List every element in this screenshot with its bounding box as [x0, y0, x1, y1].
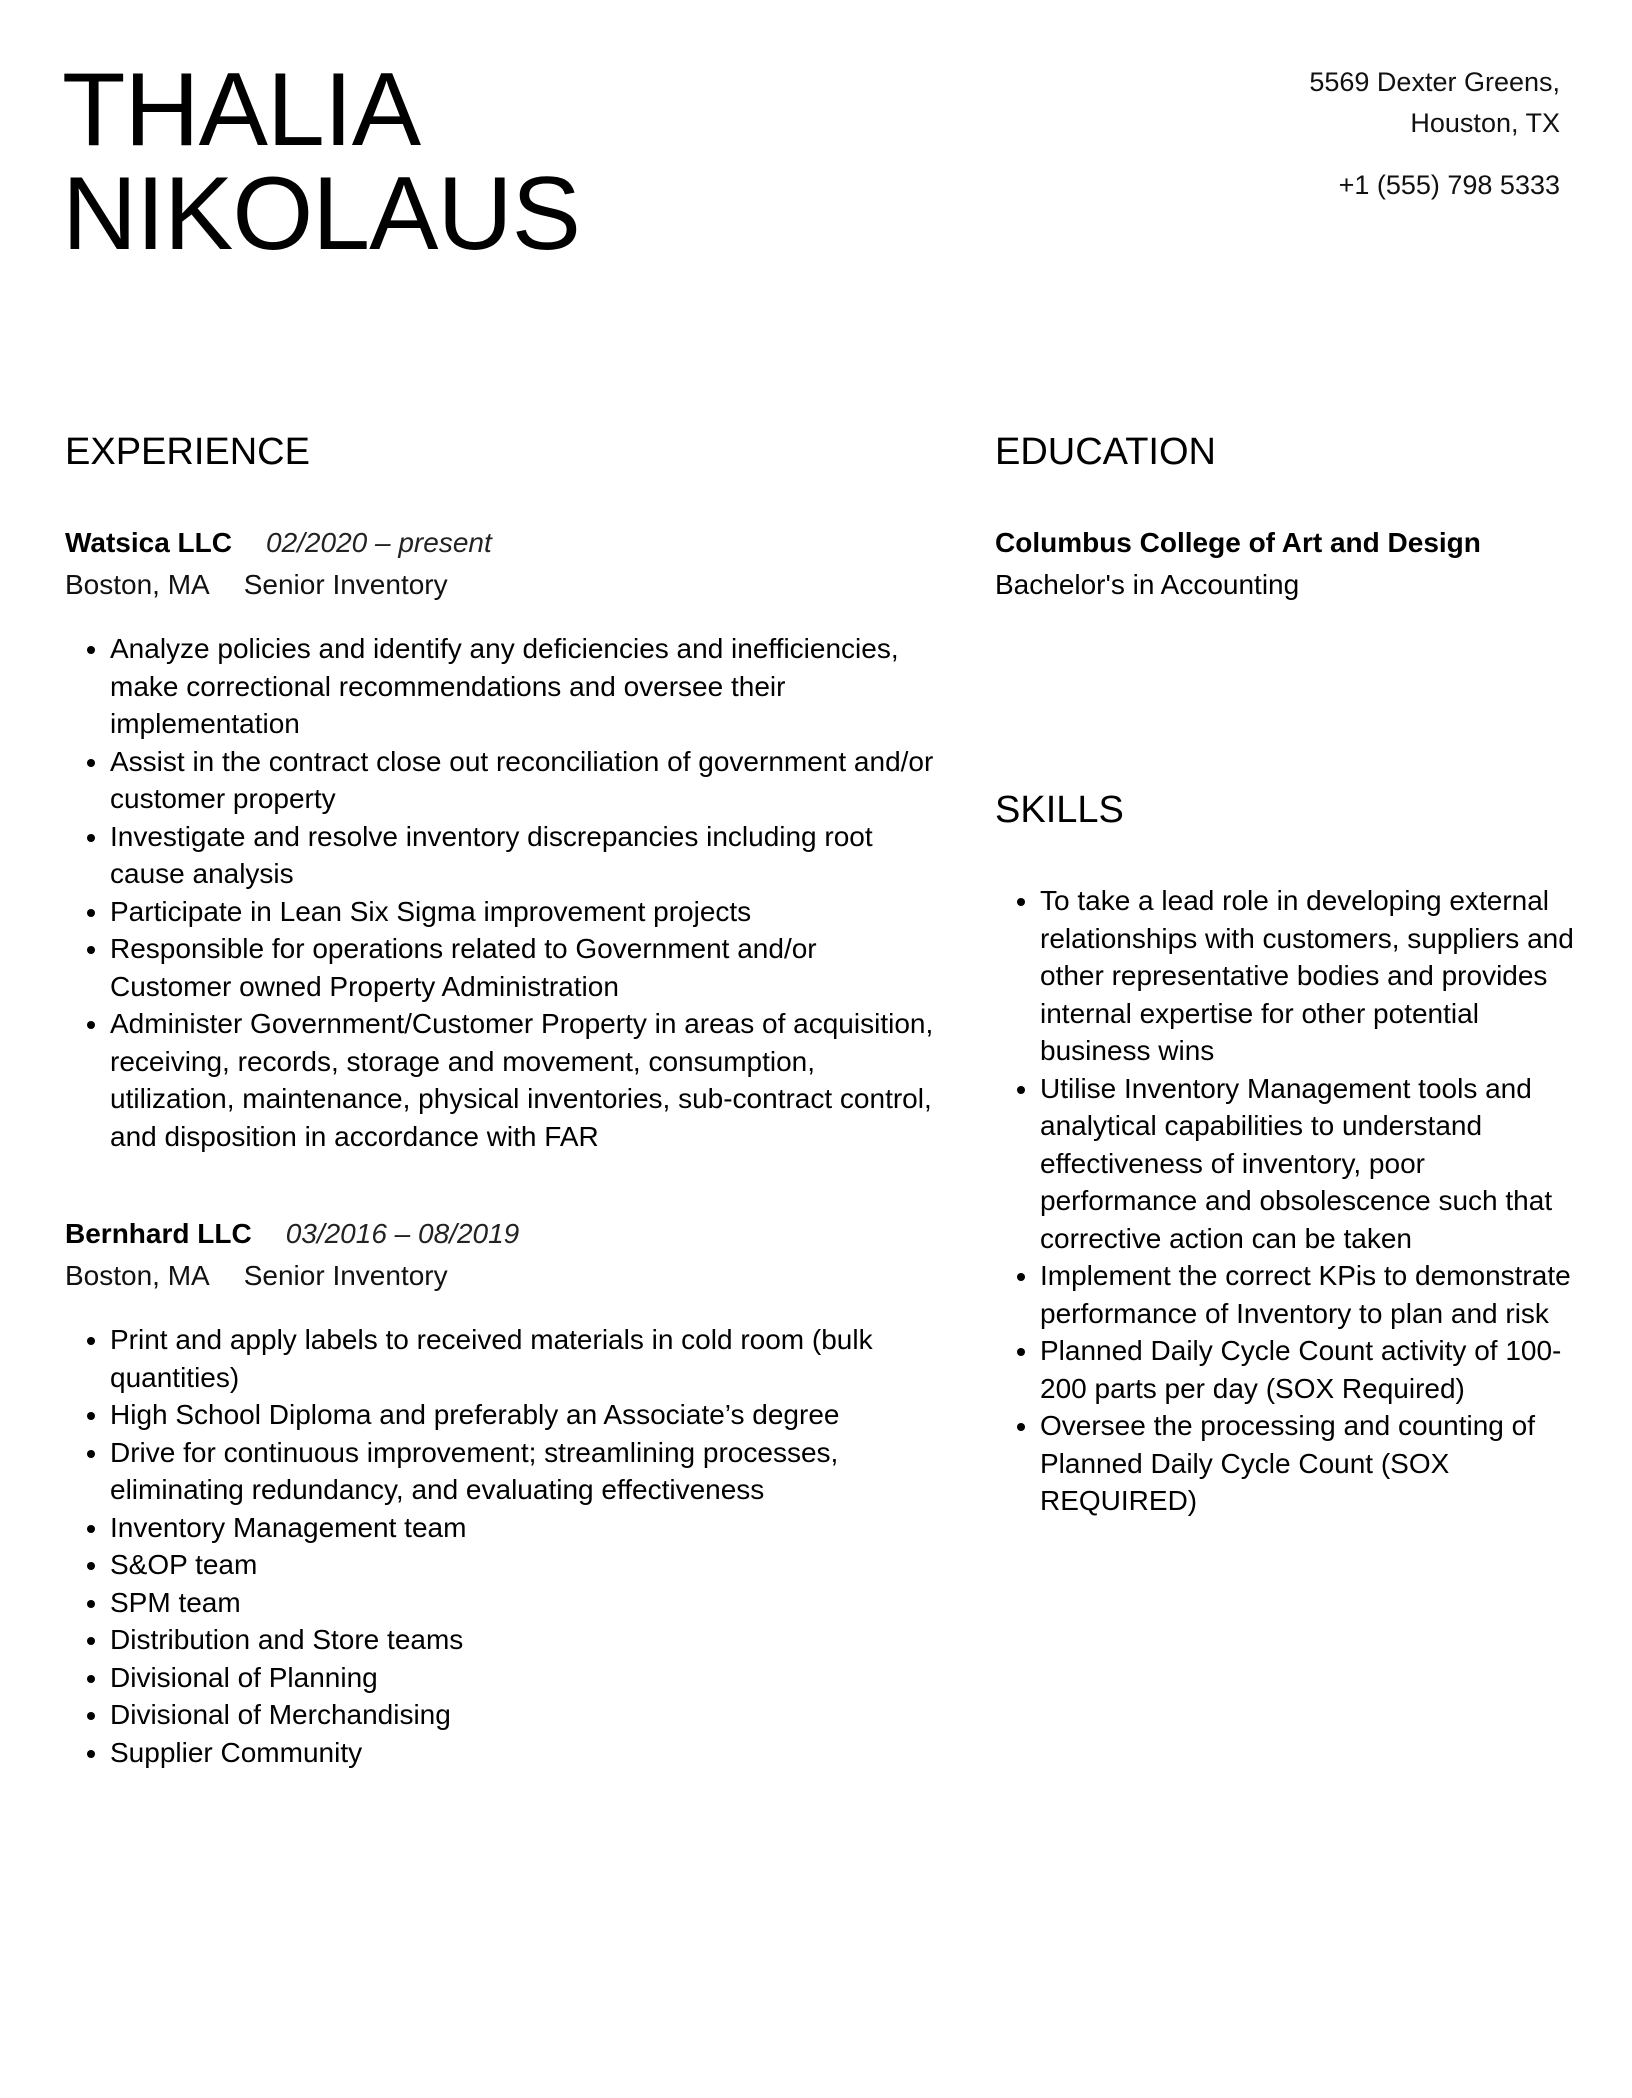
company-name: Watsica LLC — [65, 527, 232, 558]
list-item: • Oversee the processing and counting of Planned Daily Cycle Count (SOX REQUIRED) — [1040, 1407, 1575, 1520]
address-line-2: Houston, TX — [1410, 108, 1560, 138]
list-item: • SPM team — [110, 1584, 945, 1622]
list-item: • Assist in the contract close out reconciliation of government and/or customer property — [110, 743, 945, 818]
last-name: NIKOLAUS — [62, 156, 580, 272]
job-entry — [65, 1213, 945, 1771]
education-heading: EDUCATION — [995, 431, 1216, 473]
contact-info — [1309, 62, 1560, 206]
company-name: Bernhard LLC — [65, 1218, 252, 1249]
list-item: • Distribution and Store teams — [110, 1621, 945, 1659]
list-item: • Utilise Inventory Management tools and analytical capabilities to understand effectiveness of inventory, poor performance and obsolescence such that corrective action can be taken — [1040, 1070, 1575, 1258]
skills-heading: SKILLS — [995, 789, 1124, 831]
list-item: • Divisional of Merchandising — [110, 1696, 945, 1734]
list-item: • To take a lead role in developing external relationships with customers, suppliers and other representative bodies and provides internal expertise for other potential business wins — [1040, 882, 1575, 1070]
job-subheader — [65, 1255, 945, 1297]
job-header — [65, 522, 945, 564]
skills-list — [995, 882, 1575, 1520]
job-dates: 03/2016 – 08/2019 — [285, 1218, 520, 1249]
candidate-name — [62, 52, 580, 272]
job-location: Boston, MA — [65, 569, 210, 600]
job-header — [65, 1213, 945, 1255]
job-dates: 02/2020 – present — [266, 527, 492, 558]
list-item: • Investigate and resolve inventory discrepancies including root cause analysis — [110, 818, 945, 893]
job-bullets — [65, 1321, 945, 1771]
list-item: • Supplier Community — [110, 1734, 945, 1772]
job-bullets — [65, 630, 945, 1155]
job-role: Senior Inventory — [243, 1260, 448, 1291]
list-item: • Analyze policies and identify any deficiencies and inefficiencies, make correctional recommendations and oversee their implementation — [110, 630, 945, 743]
list-item: • S&OP team — [110, 1546, 945, 1584]
skills-section — [995, 786, 1575, 1520]
list-item: • Divisional of Planning — [110, 1659, 945, 1697]
experience-section — [65, 428, 945, 1771]
right-column — [995, 428, 1575, 1520]
degree: Bachelor's in Accounting — [995, 569, 1300, 600]
list-item: • Inventory Management team — [110, 1509, 945, 1547]
list-item: • High School Diploma and preferably an Associate’s degree — [110, 1396, 945, 1434]
job-location: Boston, MA — [65, 1260, 210, 1291]
experience-heading: EXPERIENCE — [65, 431, 310, 473]
list-item: • Drive for continuous improvement; streamlining processes, eliminating redundancy, and evaluating effectiveness — [110, 1434, 945, 1509]
list-item: • Participate in Lean Six Sigma improvement projects — [110, 893, 945, 931]
list-item: • Print and apply labels to received materials in cold room (bulk quantities) — [110, 1321, 945, 1396]
job-entry — [65, 522, 945, 1155]
list-item: • Planned Daily Cycle Count activity of 100-200 parts per day (SOX Required) — [1040, 1332, 1575, 1407]
job-role: Senior Inventory — [243, 569, 448, 600]
first-name: THALIA — [62, 52, 421, 168]
list-item: • Implement the correct KPis to demonstrate performance of Inventory to plan and risk — [1040, 1257, 1575, 1332]
education-entry — [995, 522, 1575, 606]
job-subheader — [65, 564, 945, 606]
list-item: • Administer Government/Customer Property in areas of acquisition, receiving, records, storage and movement, consumption, utilization, maintenance, physical inventories, sub-contract control, and disposition in accordance with FAR — [110, 1005, 945, 1155]
school-name: Columbus College of Art and Design — [995, 527, 1481, 558]
list-item: • Responsible for operations related to Government and/or Customer owned Property Administration — [110, 930, 945, 1005]
address-line-1: 5569 Dexter Greens, — [1309, 67, 1560, 97]
phone-number: +1 (555) 798 5333 — [1338, 170, 1560, 200]
